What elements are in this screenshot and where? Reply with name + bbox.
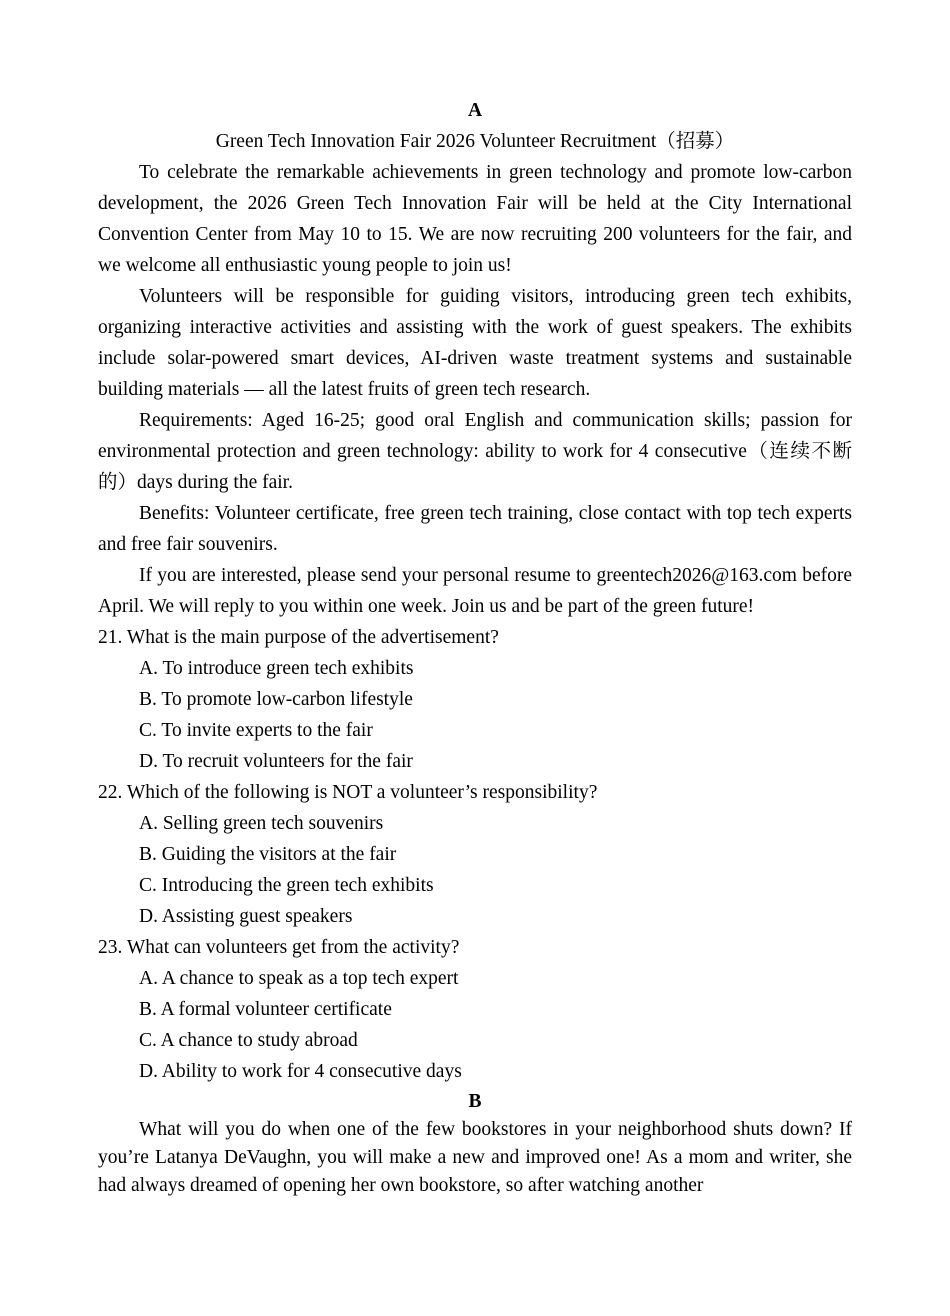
- option-b: B. Guiding the visitors at the fair: [139, 844, 397, 865]
- question-22: [98, 777, 852, 932]
- passage-a-paragraph-3: Requirements: Aged 16-25; good oral English and communication skills; passion for environmental protection and green technology: ability to work for 4 consecutive（连续不断的）days during the fair.: [98, 410, 852, 493]
- passage-a-paragraph-1: To celebrate the remarkable achievements in green technology and promote low-carbon development, the 2026 Green Tech Innovation Fair will be held at the City International Convention Center from May 10 to 15. We are now recruiting 200 volunteers for the fair, and we welcome all enthusiastic young people to join us!: [98, 162, 852, 276]
- exam-page: [98, 95, 852, 1200]
- question-stem: 22. Which of the following is NOT a volunteer’s responsibility?: [98, 782, 598, 803]
- section-b-label: B: [468, 1091, 482, 1112]
- option-c: C. To invite experts to the fair: [139, 720, 373, 741]
- passage-a-paragraph-4: Benefits: Volunteer certificate, free green tech training, close contact with top tech experts and free fair souvenirs.: [98, 503, 852, 555]
- question-23: [98, 932, 852, 1087]
- option-c: C. A chance to study abroad: [139, 1030, 358, 1051]
- question-stem: 21. What is the main purpose of the advertisement?: [98, 627, 499, 648]
- option-d: D. To recruit volunteers for the fair: [139, 751, 413, 772]
- passage-a-title: Green Tech Innovation Fair 2026 Volunteer Recruitment（招募）: [215, 131, 735, 152]
- option-a: A. A chance to speak as a top tech expert: [139, 968, 459, 989]
- option-b: B. A formal volunteer certificate: [139, 999, 392, 1020]
- option-b: B. To promote low-carbon lifestyle: [139, 689, 413, 710]
- option-c: C. Introducing the green tech exhibits: [139, 875, 434, 896]
- section-a-label: A: [467, 100, 483, 121]
- passage-a-paragraph-5: If you are interested, please send your personal resume to greentech2026@163.com before April. We will reply to you within one week. Join us and be part of the green future!: [98, 565, 852, 617]
- option-a: A. To introduce green tech exhibits: [139, 658, 414, 679]
- passage-a-paragraph-2: Volunteers will be responsible for guiding visitors, introducing green tech exhibits, organizing interactive activities and assisting with the work of guest speakers. The exhibits include solar-powered smart devices, AI-driven waste treatment systems and sustainable building materials — all the latest fruits of green tech research.: [98, 286, 852, 400]
- option-d: D. Ability to work for 4 consecutive days: [139, 1061, 462, 1082]
- question-21: [98, 622, 852, 777]
- passage-b-paragraph-1: What will you do when one of the few bookstores in your neighborhood shuts down? If you’re Latanya DeVaughn, you will make a new and improved one! As a mom and writer, she had always dreamed of opening her own bookstore, so after watching another: [98, 1119, 852, 1196]
- option-d: D. Assisting guest speakers: [139, 906, 353, 927]
- option-a: A. Selling green tech souvenirs: [139, 813, 384, 834]
- question-stem: 23. What can volunteers get from the activity?: [98, 937, 460, 958]
